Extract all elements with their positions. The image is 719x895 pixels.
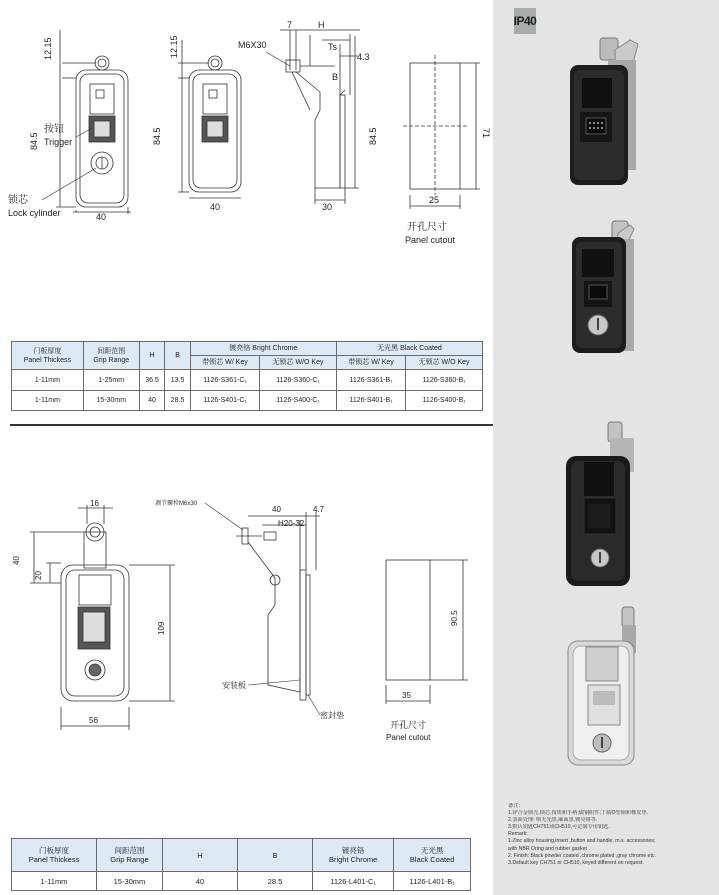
dim-84-5-b: 84.5 [152, 127, 162, 145]
trigger-label-en: Trigger [44, 137, 73, 147]
table-row [12, 370, 483, 390]
col-chrome: 镀亮铬 Bright Chrome [312, 839, 393, 872]
notes-en-2: 2. Finish: Black powder coated ,chrome plated ,gray chrome etc. [508, 852, 656, 859]
trigger-label-cn: 按钮 [44, 124, 64, 135]
front-view-with-key [56, 30, 131, 214]
table-row [12, 390, 483, 410]
cell-black-key: 1126-S361-B₁ [336, 370, 405, 390]
cell-chrome-key: 1126-S361-C₁ [190, 370, 259, 390]
product-photo-chrome-lever [566, 605, 656, 770]
dim-40-h: 40 [272, 505, 281, 514]
col-black-with-key: 带锁芯 W/ Key [336, 356, 405, 370]
cell-chrome-nokey: 1126-S360-C₁ [260, 370, 337, 390]
col-black: 无光黑 Black Coated [394, 839, 471, 872]
cell-black-key: 1126-S401-B₁ [336, 390, 405, 410]
gasket-label: 密封垫 [320, 711, 344, 720]
dim-20: 20 [34, 571, 43, 580]
cell-b: 28.5 [237, 872, 312, 891]
dim-25: 25 [429, 195, 440, 205]
section-divider [10, 424, 493, 426]
spec-table-1 [11, 341, 483, 411]
notes-en-1: 1.Zinc alloy housing,insert ,button and handle; m.s. accessories; [508, 838, 656, 845]
dim-84-5-c: 84.5 [368, 127, 378, 145]
product-photo-black-trigger [560, 30, 650, 195]
cutout-bottom-label-en: Panel cutout [386, 733, 431, 742]
mount-plate-label: 安装板 [222, 681, 246, 690]
cell-thickness: 1-11mm [12, 390, 84, 410]
front-view-lever [30, 505, 175, 730]
col-chrome-without-key: 无锁芯 W/O Key [260, 356, 337, 370]
dim-12-15-a: 12.15 [43, 37, 53, 60]
cell-grip: 1-25mm [83, 370, 139, 390]
top-technical-drawing [0, 0, 493, 336]
front-view-without-key [178, 40, 241, 198]
product-photo-black-key [560, 215, 650, 365]
col-thickness: 门板厚度 Panel Thickess [12, 342, 84, 370]
cell-black-nokey: 1126-S400-B₁ [406, 390, 483, 410]
cell-b: 28.5 [165, 390, 191, 410]
cell-thickness: 1-11mm [12, 872, 97, 891]
notes-en-3: 3.Default key CH751 or CH510, keyed different on request. [508, 859, 644, 866]
remarks-notes [508, 803, 716, 867]
dim-12-15-b: 12.15 [169, 35, 179, 58]
dim-ts: Ts [328, 42, 337, 52]
notes-title-en: Remark: [508, 831, 528, 838]
cell-h: 40 [139, 390, 165, 410]
cell-black-nokey: 1126-S360-B₁ [406, 370, 483, 390]
dim-35: 35 [402, 691, 411, 700]
cell-h: 40 [162, 872, 237, 891]
dim-b: B [332, 72, 339, 82]
col-black-without-key: 无锁芯 W/O Key [406, 356, 483, 370]
notes-title-cn: 备注： [508, 803, 524, 809]
spec-table-2 [11, 838, 471, 891]
table-row [12, 872, 471, 891]
bottom-technical-drawing [0, 430, 493, 830]
col-chrome-with-key: 带锁芯 W/ Key [190, 356, 259, 370]
col-h: H [139, 342, 165, 370]
col-b: B [237, 839, 312, 872]
dim-h20-32: H20-32 [278, 519, 305, 528]
side-view [280, 30, 360, 204]
dim-84-5-a: 84.5 [29, 132, 39, 150]
side-view-lever [236, 512, 320, 700]
col-chrome: 镀亮铬 Bright Chrome [190, 342, 336, 356]
dim-109: 109 [157, 621, 166, 635]
cutout-label-en: Panel cutout [405, 235, 456, 245]
notes-cn-1: 1.锌合金锁壳,锁芯,按钮和手柄;碳钢附件;丁腈O型圈和橡皮垫. [508, 810, 649, 817]
ip40-badge: IP40 [514, 8, 536, 34]
product-photo-black-lever [562, 418, 652, 593]
dim-7: 7 [287, 20, 293, 30]
adjust-bolt-label: 调节螺栓M6x30 [155, 501, 198, 507]
lock-cylinder-label-en: Lock cylinder [8, 208, 61, 218]
col-thickness: 门板厚度 Panel Thickess [12, 839, 97, 872]
cell-chrome-nokey: 1126-S400-C₁ [260, 390, 337, 410]
dim-40-b: 40 [210, 202, 221, 212]
cell-grip: 15-30mm [83, 390, 139, 410]
dim-71: 71 [481, 128, 491, 139]
dim-16: 16 [90, 499, 99, 508]
dim-h: H [318, 20, 325, 30]
cell-chrome: 1126-L401-C₁ [312, 872, 393, 891]
notes-cn-2: 2.表面处理: 喷无光黑,麻面黑,镀亮铬等. [508, 817, 598, 824]
cell-b: 13.5 [165, 370, 191, 390]
notes-en-1b: with NBR Oring and rubber gasket . [508, 845, 590, 852]
cell-h: 36.5 [139, 370, 165, 390]
col-grip: 间距范围 Grip Range [83, 342, 139, 370]
dim-m6x30: M6X30 [238, 40, 267, 50]
col-h: H [162, 839, 237, 872]
cell-chrome-key: 1126-S401-C₁ [190, 390, 259, 410]
dim-4-3: 4.3 [357, 52, 370, 62]
panel-cutout-top [403, 55, 480, 209]
notes-cn-3: 3.默认钥匙CH751或CH510,可定制专用钥匙. [508, 824, 610, 831]
cutout-bottom-label-cn: 开孔尺寸 [390, 720, 427, 730]
col-b: B [165, 342, 191, 370]
lock-cylinder-label-cn: 锁芯 [8, 195, 28, 206]
col-black: 无光黑 Black Coated [336, 342, 482, 356]
dim-90-5: 90.5 [450, 610, 459, 626]
dim-56: 56 [89, 716, 98, 725]
dim-40-a: 40 [96, 212, 107, 222]
col-grip: 间距范围 Grip Range [96, 839, 162, 872]
dim-40-v: 40 [12, 556, 21, 565]
dim-4-7: 4.7 [313, 505, 325, 514]
cell-grip: 15-30mm [96, 872, 162, 891]
dim-30: 30 [322, 202, 333, 212]
cell-thickness: 1-11mm [12, 370, 84, 390]
cell-black: 1126-L401-B₁ [394, 872, 471, 891]
panel-cutout-bottom [386, 560, 468, 704]
cutout-label-cn: 开孔尺寸 [407, 222, 447, 233]
